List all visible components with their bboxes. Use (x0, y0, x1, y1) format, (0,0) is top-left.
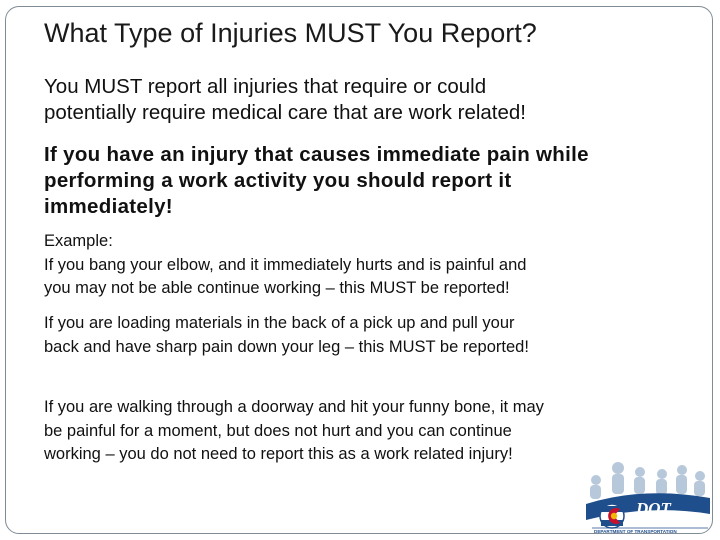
example-line: working – you do not need to report this as a work related injury! (44, 445, 513, 463)
example-paragraph-3 (44, 396, 694, 467)
example-line: If you bang your elbow, and it immediately hurts and is painful and (44, 255, 527, 274)
logo-text: DOT (636, 499, 671, 518)
example-line: If you are loading materials in the back of a pick up and pull your (44, 314, 515, 332)
emphasis-paragraph (44, 142, 694, 220)
example-line: If you are walking through a doorway and hit your funny bone, it may (44, 398, 544, 416)
example-label: Example: (44, 232, 113, 250)
slide-title: What Type of Injuries MUST You Report? (44, 18, 537, 48)
emphasis-line: immediately! (44, 195, 173, 218)
intro-line: You MUST report all injuries that require or could (44, 75, 487, 98)
intro-paragraph (44, 74, 684, 126)
emphasis-line: If you have an injury that causes immediate pain while (44, 143, 589, 166)
emphasis-line: performing a work activity you should report it (44, 169, 512, 192)
intro-line: potentially require medical care that are work related! (44, 101, 526, 124)
example-paragraph-2 (44, 312, 694, 359)
example-line: you may not be able continue working – this MUST be reported! (44, 279, 510, 297)
logo-subtext: DEPARTMENT OF TRANSPORTATION (594, 529, 677, 534)
example-line: be painful for a moment, but does not hurt and you can continue (44, 421, 512, 440)
example-paragraph-1 (44, 230, 694, 301)
example-line: back and have sharp pain down your leg – this MUST be reported! (44, 337, 529, 356)
cdot-logo (584, 460, 712, 534)
colorado-flag-icon (600, 504, 624, 528)
